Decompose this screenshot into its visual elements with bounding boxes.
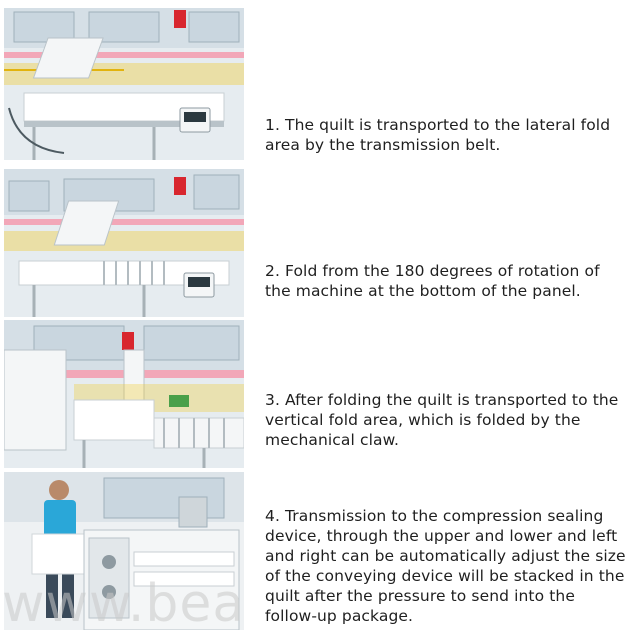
step-4-row [0, 470, 633, 638]
step-4-text: 4. Transmission to the compression sealing device, through the upper and lower and left and right can be automatically adjust the size of the conveying device will be stacked in the quilt after the pressure to send into the follow-up package. [265, 507, 626, 625]
step-1-row [0, 0, 633, 165]
step-2-row [0, 165, 633, 320]
watermark: www.bea [2, 574, 246, 634]
step-2-text: 2. Fold from the 180 degrees of rotation of the machine at the bottom of the panel. [265, 262, 600, 300]
step-3-photo [4, 320, 244, 468]
step-4-photo [4, 472, 244, 630]
step-2-photo [4, 169, 244, 317]
step-3-row [0, 320, 633, 470]
step-1-text: 1. The quilt is transported to the lateral fold area by the transmission belt. [265, 116, 611, 154]
step-3-text: 3. After folding the quilt is transported to the vertical fold area, which is folded by the mechanical claw. [265, 391, 619, 449]
step-1-photo [4, 8, 244, 160]
